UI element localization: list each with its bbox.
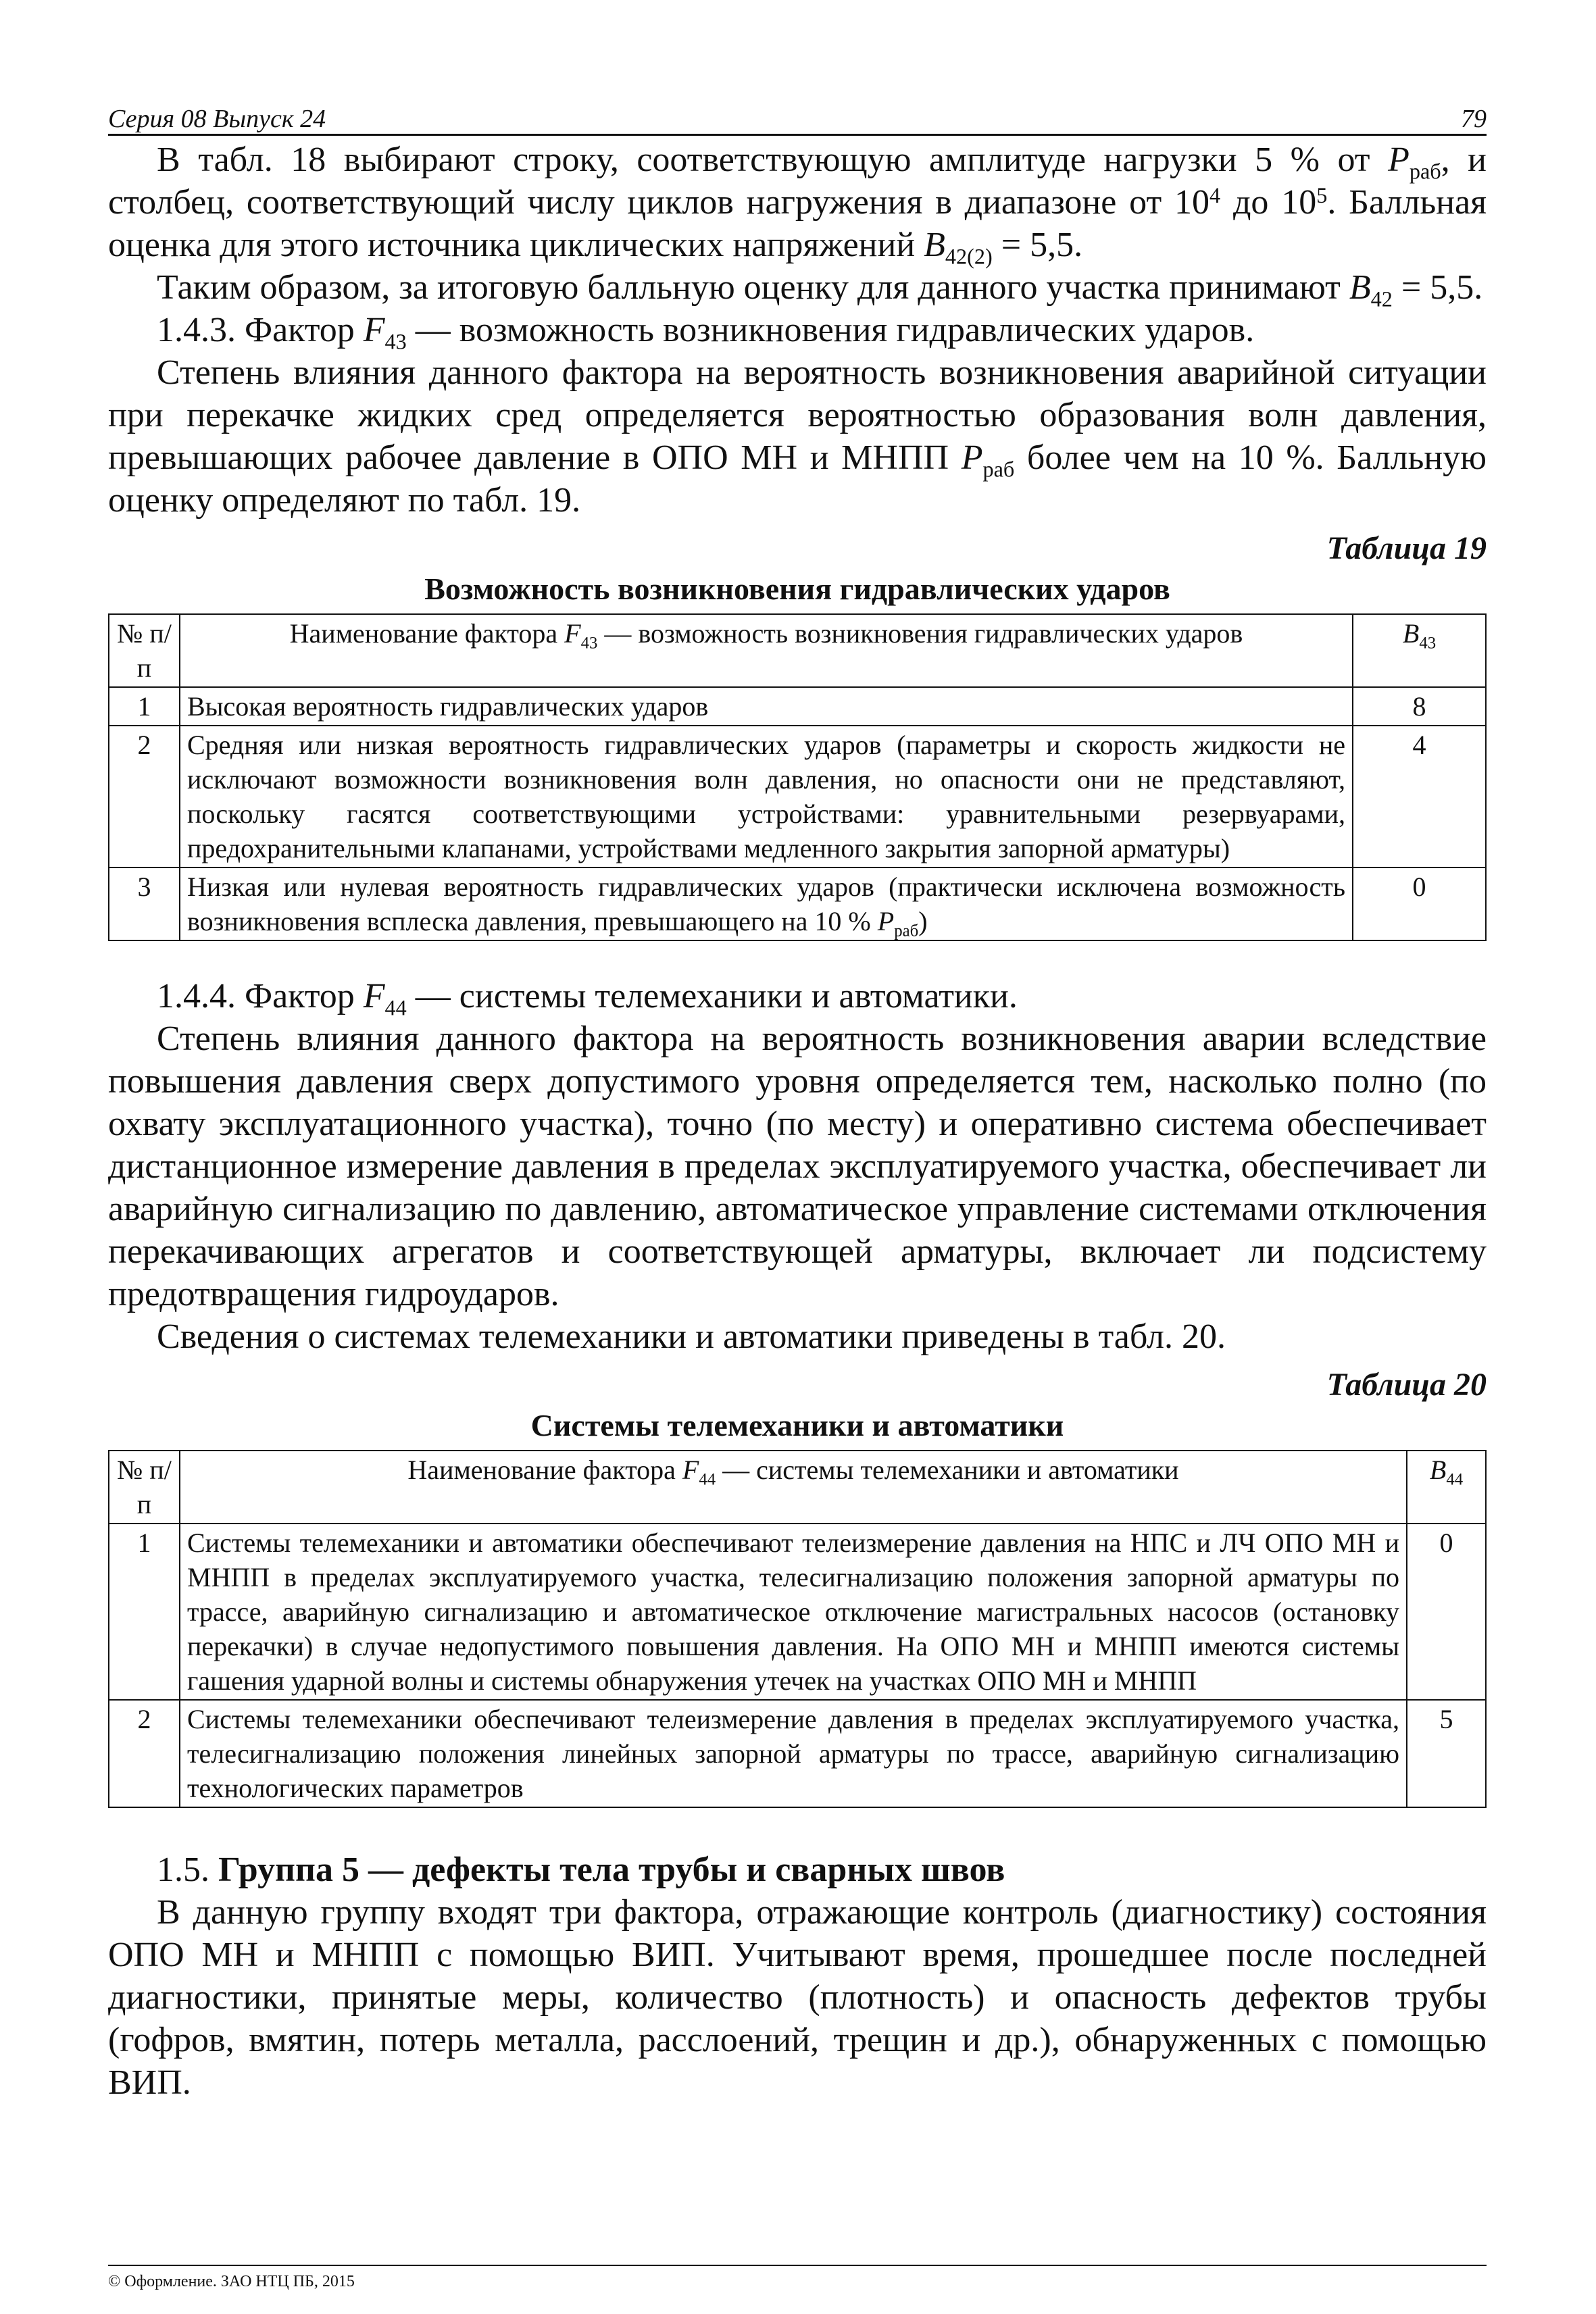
page-number: 79 — [1461, 105, 1487, 133]
header-num: № п/п — [109, 614, 180, 687]
row-text: Системы телемеханики обеспечивают телеизмерение давления в пределах эксплуатируемого участка, телесигнализацию положения линейных запорной арматуры по трассе, аварийную сигнализацию технологических параметров — [180, 1700, 1407, 1807]
page-content — [108, 139, 1487, 2104]
header-name: Наименование фактора $F_{43}$ — возможность возникновения гидравлических ударов — [180, 614, 1353, 687]
row-text: Системы телемеханики и автоматики обеспечивают телеизмерение давления на НПС и ЛЧ ОПО МН и МНПП в пределах эксплуатируемого участка, телесигнализацию положения запорной арматуры по трассе, аварийную сигнализацию и автоматическое отключение магистральных насосов (остановку перекачки) в случае недопустимого повышения давления. На ОПО МН и МНПП имеются системы гашения ударной волны и системы обнаружения утечек на участках ОПО МН и МНПП — [180, 1524, 1407, 1700]
footer-copyright: © Оформление. ЗАО НТЦ ПБ, 2015 — [108, 2265, 1487, 2291]
table-row — [109, 1700, 1486, 1807]
row-score: 4 — [1353, 726, 1486, 867]
table-row — [109, 867, 1486, 940]
row-text: Высокая вероятность гидравлических ударов — [180, 687, 1353, 726]
row-text: Низкая или нулевая вероятность гидравлических ударов (практически исключена возможность возникновения всплеска давления, превышающего на 10 % $P_{раб}$) — [180, 867, 1353, 940]
table19-title: Возможность возникновения гидравлических ударов — [424, 572, 1170, 606]
table-header-row — [109, 614, 1486, 687]
row-score: 8 — [1353, 687, 1486, 726]
row-num: 2 — [109, 1700, 180, 1807]
row-num: 2 — [109, 726, 180, 867]
row-num: 1 — [109, 1524, 180, 1700]
paragraph-table20-ref: Сведения о системах телемеханики и автоматики приведены в табл. 20. — [157, 1317, 1226, 1356]
table-row — [109, 726, 1486, 867]
paragraph-group5: В данную группу входят три фактора, отражающие контроль (диагностику) состояния ОПО МН и МНПП с помощью ВИП. Учитывают время, прошедшее после последней диагностики, принятые меры, количество (плотность) и опасность дефектов трубы (гофров, вмятин, потерь металла, расслоений, трещин и др.), обнаруженных с помощью ВИП. — [108, 1893, 1487, 2102]
table20-title: Системы телемеханики и автоматики — [530, 1408, 1064, 1442]
section-heading-group5: 1.5. Группа 5 — дефекты тела трубы и сварных швов — [157, 1851, 1005, 1889]
row-text: Средняя или низкая вероятность гидравлических ударов (параметры и скорость жидкости не исключают возможности возникновения волн давления, но опасности они не представляют, поскольку гасятся соответствующими устройствами: уравнительными резервуарами, предохранительными клапанами, устройствами медленного закрытия запорной арматуры) — [180, 726, 1353, 867]
row-num: 1 — [109, 687, 180, 726]
table20-label: Таблица 20 — [1326, 1367, 1487, 1403]
running-header — [108, 95, 1487, 136]
row-num: 3 — [109, 867, 180, 940]
table19 — [108, 613, 1487, 941]
header-name: Наименование фактора $F_{44}$ — системы телемеханики и автоматики — [180, 1451, 1407, 1524]
row-score: 0 — [1407, 1524, 1486, 1700]
table19-label: Таблица 19 — [1326, 530, 1487, 566]
heading-factor-f44: 1.4.4. Фактор $F_{44}$ — системы телемеханики и автоматики. — [157, 977, 1018, 1020]
paragraph-table18-selection: В табл. 18 выбирают строку, соответствующую амплитуде нагрузки 5 % от $P_{раб}$, и столбец, соответствующий числу циклов нагружения в диапазоне от $10^4$ до $10^5$. Балльная оценка для этого источника циклических напряжений $B_{42(2)} = 5,5$. — [108, 141, 1487, 269]
row-score: 0 — [1353, 867, 1486, 940]
heading-factor-f43: 1.4.3. Фактор $F_{43}$ — возможность возникновения гидравлических ударов. — [157, 311, 1255, 354]
paragraph-final-score: Таким образом, за итоговую балльную оценку для данного участка принимают $B_{42} = 5,5$. — [157, 268, 1483, 311]
header-score: $B_{44}$ — [1407, 1451, 1486, 1524]
header-num: № п/п — [109, 1451, 180, 1524]
table-row — [109, 1524, 1486, 1700]
table-header-row — [109, 1451, 1486, 1524]
paragraph-factor-f44: Степень влияния данного фактора на вероятность возникновения аварии вследствие повышения давления сверх допустимого уровня определяется тем, насколько полно (по охвату эксплуатационного участка), точно (по месту) и оперативно система обеспечивает дистанционное измерение давления в пределах эксплуатируемого участка, обеспечивает ли аварийную сигнализацию по давлению, автоматическое управление системами отключения перекачивающих агрегатов и соответствующей арматуры, включает ли подсистему предотвращения гидроударов. — [108, 1020, 1487, 1313]
table20 — [108, 1450, 1487, 1808]
series-title: Серия 08 Выпуск 24 — [108, 105, 326, 133]
row-score: 5 — [1407, 1700, 1486, 1807]
header-score: $B_{43}$ — [1353, 614, 1486, 687]
table-row — [109, 687, 1486, 726]
paragraph-factor-f43: Степень влияния данного фактора на вероятность возникновения аварийной ситуации при перекачке жидких сред определяется вероятностью образования волн давления, превышающих рабочее давление в ОПО МН и МНПП $P_{раб}$ более чем на 10 %. Балльную оценку определяют по табл. 19. — [108, 353, 1487, 520]
